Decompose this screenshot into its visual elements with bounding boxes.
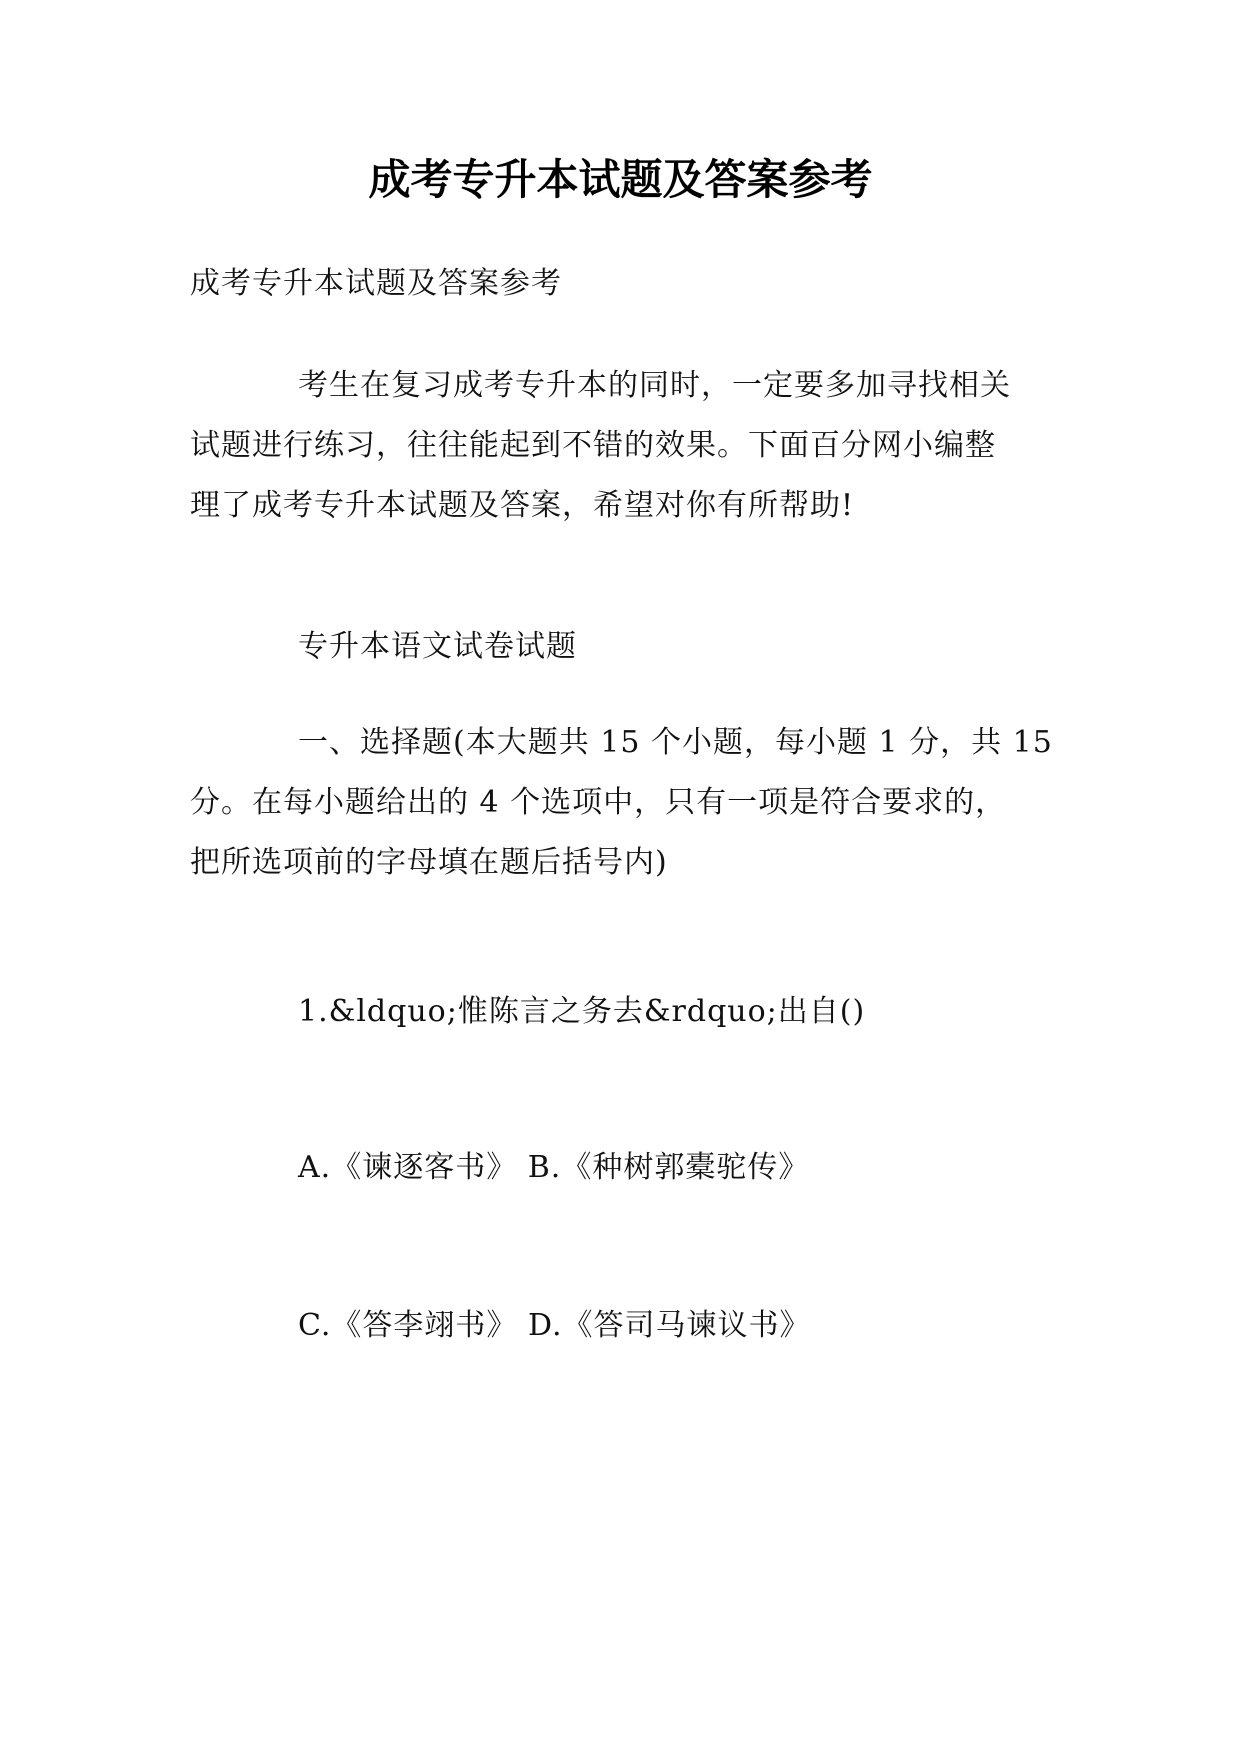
question-1-options-cd: C.《答李翊书》 D.《答司马谏议书》 xyxy=(298,1308,811,1343)
question-1: 1.&ldquo;惟陈言之务去&rdquo;出自() xyxy=(298,994,866,1029)
intro-paragraph xyxy=(190,356,1070,536)
document-title: 成考专升本试题及答案参考 xyxy=(368,155,873,204)
intro-line-3: 理了成考专升本试题及答案，希望对你有所帮助! xyxy=(190,488,855,523)
instructions-line-1: 一、选择题(本大题共 15 个小题，每小题 1 分，共 15 xyxy=(298,725,1053,760)
document-subtitle: 成考专升本试题及答案参考 xyxy=(190,266,562,301)
instructions-line-2: 分。在每小题给出的 4 个选项中，只有一项是符合要求的， xyxy=(190,785,1007,820)
question-1-options-ab: A.《谏逐客书》 B.《种树郭橐驼传》 xyxy=(298,1150,810,1185)
instructions-paragraph xyxy=(190,713,1070,893)
intro-line-2: 试题进行练习，往往能起到不错的效果。下面百分网小编整 xyxy=(190,428,996,463)
section-heading: 专升本语文试卷试题 xyxy=(298,629,577,664)
instructions-line-3: 把所选项前的字母填在题后括号内) xyxy=(190,845,668,880)
intro-line-1: 考生在复习成考专升本的同时，一定要多加寻找相关 xyxy=(298,368,1011,403)
